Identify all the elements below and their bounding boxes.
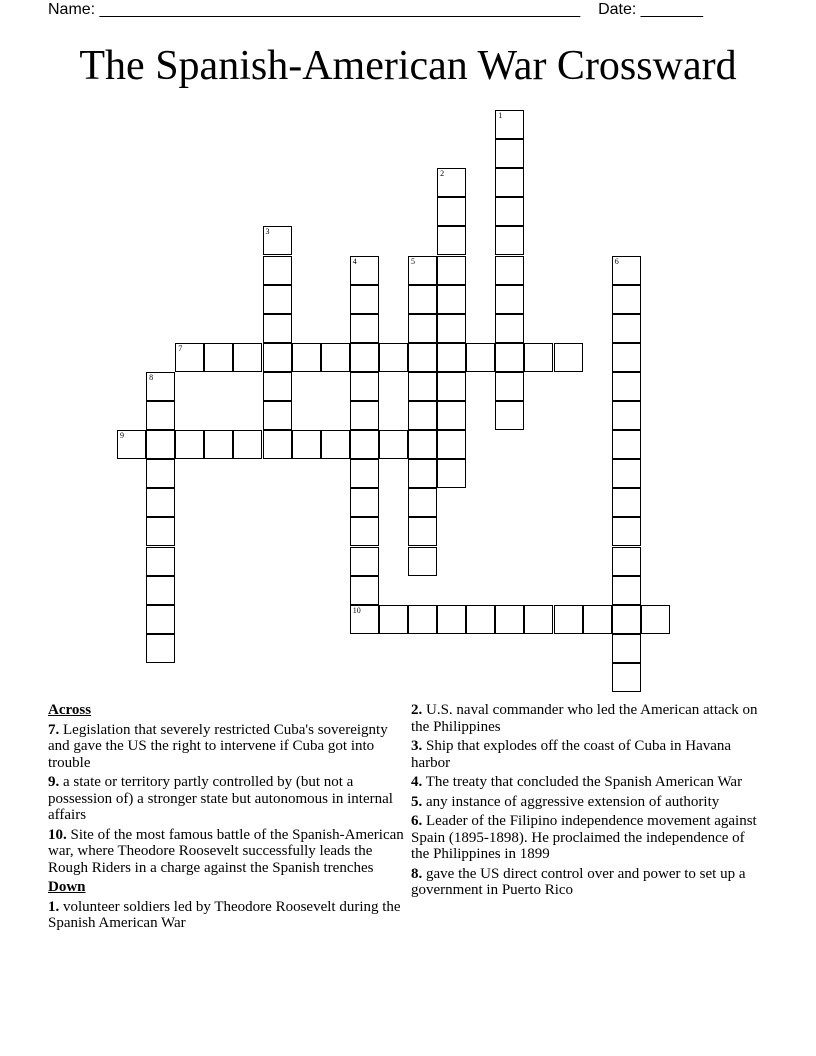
grid-cell [437,285,466,314]
grid-cell [379,605,408,634]
clue-text: volunteer soldiers led by Theodore Roosevelt during the Spanish American War [48,898,401,931]
grid-cell [612,547,641,576]
grid-cell [175,343,204,372]
grid-cell [350,372,379,401]
grid-cell [612,314,641,343]
grid-cell [641,605,670,634]
grid-cell [612,488,641,517]
grid-cell [437,459,466,488]
grid-cell [612,401,641,430]
grid-cell [146,547,175,576]
grid-cell [408,372,437,401]
grid-cell [437,256,466,285]
clue-text: a state or territory partly controlled by (but not a possession of) a stronger state but autonomous in internal affairs [48,774,393,823]
date-field: Date: _______ [598,1,704,18]
grid-cell [408,459,437,488]
grid-cell [612,634,641,663]
cell-number: 5 [411,256,415,266]
grid-cell [495,314,524,343]
grid-cell [612,576,641,605]
grid-cell [408,401,437,430]
clue-number: 10. [48,826,67,843]
clue-text: gave the US direct control over and power to set up a government in Puerto Rico [411,865,746,898]
grid-cell [408,547,437,576]
down-clue-3 [411,738,761,771]
grid-cell [204,430,233,459]
cell-number: 3 [265,227,270,237]
grid-cell [263,256,292,285]
cell-number: 4 [352,256,357,266]
grid-cell [495,226,524,255]
grid-cell [612,430,641,459]
grid-cell [350,256,379,285]
grid-cell [350,488,379,517]
page-title: The Spanish-American War Crossward [79,43,737,89]
grid-cell [408,488,437,517]
grid-cell [146,576,175,605]
grid-cell [612,459,641,488]
grid-cell [612,256,641,285]
grid-cell [495,110,524,139]
grid-cell [233,343,262,372]
clue-number: 3. [411,738,423,754]
grid-cell [495,139,524,168]
grid-cell [263,343,292,372]
down-clue-4 [411,774,761,791]
grid-cell [204,343,233,372]
grid-cell [437,226,466,255]
cell-number: 7 [178,343,183,353]
cell-number: 10 [352,605,361,615]
across-heading: Across [48,702,92,718]
grid-cell [350,343,379,372]
grid-cell [408,285,437,314]
grid-cell [350,285,379,314]
grid-cell [146,459,175,488]
grid-cell [495,256,524,285]
grid-cell [350,401,379,430]
grid-cell [495,168,524,197]
cell-number: 8 [149,372,154,382]
grid-cell [495,197,524,226]
clue-number: 6. [411,813,423,829]
grid-cell [146,634,175,663]
clues-right-column [411,702,761,902]
clue-number: 8. [411,865,423,882]
clue-text: The treaty that concluded the Spanish American War [425,774,743,790]
grid-cell [554,343,583,372]
cell-number: 2 [440,169,445,179]
clue-text: Site of the most famous battle of the Spanish-American war, where Theodore Roosevelt successfully leads the Rough Riders in a charge against the Spanish trenches [48,826,404,876]
clue-text: U.S. naval commander who led the American attack on the Philippines [411,702,758,735]
grid-cell [612,663,641,692]
grid-cell [437,197,466,226]
grid-cell [437,168,466,197]
clue-text: Legislation that severely restricted Cuba's sovereignty and gave the US the right to intervene if Cuba got into trouble [48,721,388,771]
grid-cell [495,605,524,634]
grid-cell [263,372,292,401]
grid-cell [408,343,437,372]
grid-cell [437,343,466,372]
across-clue-10 [48,827,408,877]
across-clue-9 [48,774,408,824]
grid-cell [437,314,466,343]
grid-cell [495,343,524,372]
grid-cell [146,430,175,459]
grid-cell [292,430,321,459]
grid-cell [146,488,175,517]
grid-cell [263,226,292,255]
grid-cell [263,401,292,430]
grid-cell [554,605,583,634]
grid-cell [146,401,175,430]
cell-number: 1 [498,111,503,120]
down-clue-6 [411,813,761,863]
grid-cell [524,343,553,372]
down-clue-2 [411,702,761,735]
down-clue-8 [411,866,761,899]
grid-cell [350,605,379,634]
clue-number: 5. [411,793,423,810]
grid-cell [146,372,175,401]
grid-cell [495,401,524,430]
grid-cell [263,314,292,343]
grid-cell [350,459,379,488]
grid-cell [379,430,408,459]
grid-cell [408,517,437,546]
grid-cell [146,517,175,546]
cell-number: 9 [120,431,124,441]
grid-cell [146,605,175,634]
grid-cell [612,343,641,372]
grid-cell [524,605,553,634]
clue-text: Leader of the Filipino independence movement against Spain (1895-1898). He proclaimed the independence of the Philippines in 1899 [411,813,757,862]
grid-cell [175,430,204,459]
grid-cell [612,285,641,314]
grid-cell [437,372,466,401]
grid-cell [263,430,292,459]
clue-text: Ship that explodes off the coast of Cuba in Havana harbor [411,738,732,771]
grid-cell [612,605,641,634]
grid-cell [437,401,466,430]
grid-cell [408,314,437,343]
across-clue-7 [48,722,408,772]
grid-cell [612,517,641,546]
grid-cell [583,605,612,634]
clue-number: 2. [411,702,423,718]
grid-cell [612,372,641,401]
grid-cell [350,547,379,576]
grid-cell [233,430,262,459]
clue-text: any instance of aggressive extension of authority [426,793,720,810]
grid-cell [350,430,379,459]
grid-cell [437,605,466,634]
clue-number: 7. [48,721,60,738]
grid-cell [408,605,437,634]
down-clue-5 [411,794,761,811]
grid-cell [117,430,146,459]
grid-cell [437,430,466,459]
name-field: Name: ______________________________________________________ [48,1,581,18]
grid-cell [466,605,495,634]
grid-cell [408,256,437,285]
grid-cell [321,430,350,459]
down-heading: Down [48,879,86,895]
grid-cell [321,343,350,372]
cell-number: 6 [614,256,619,266]
grid-cell [495,285,524,314]
clue-number: 4. [411,774,423,790]
clue-number: 9. [48,774,60,790]
grid-cell [263,285,292,314]
grid-cell [408,430,437,459]
grid-cell [379,343,408,372]
down-clue-1 [48,899,408,932]
grid-cell [350,314,379,343]
grid-cell [350,517,379,546]
clues-left-column [48,702,408,935]
grid-cell [292,343,321,372]
grid-cell [466,343,495,372]
grid-cell [350,576,379,605]
clue-number: 1. [48,898,60,915]
grid-cell [495,372,524,401]
